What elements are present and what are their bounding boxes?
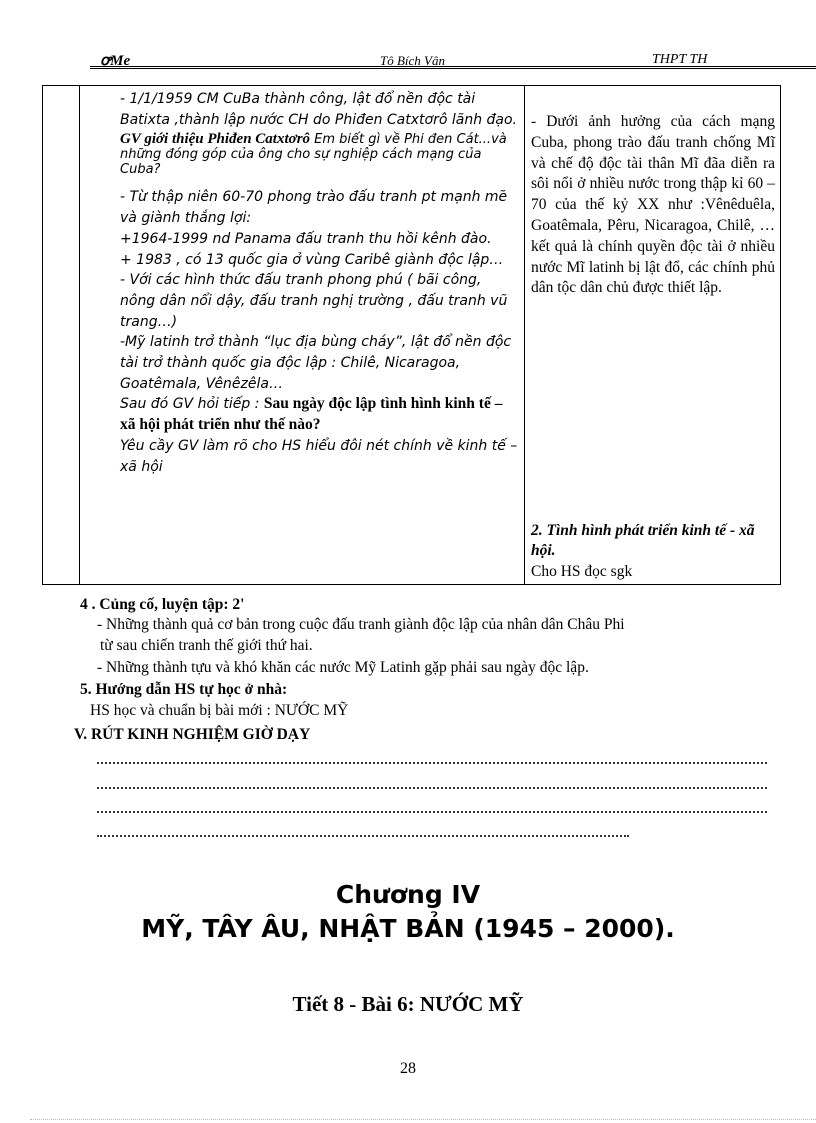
mid-p2-bold: GV giới thiệu Phiđen Catxtơrô: [120, 131, 311, 148]
mid-p8-bold: Sau ngày độc lập tình hình kinh tế – xã hội phát triển như thế nào?: [120, 395, 503, 434]
right-section: [531, 521, 775, 583]
section4-line1: - Những thành quả cơ bản trong cuộc đấu tranh giành độc lập của nhân dân Châu Phi: [97, 616, 625, 633]
right-paragraph: - Dưới ảnh hưởng của cách mạng Cuba, phong trào đấu tranh chống Mĩ và chế độ độc tài thân Mĩ đãa diễn ra sôi nổi ở nhiều nước trong thập kỉ 60 – 70 của thế kỷ XX như :Vênêduêla, Goatêmala, Pêru, Nicaragoa, Chilê, …kết quả là chính quyền độc tài ở nhiều nước Mĩ latinh bị lật đổ, các chính phủ dân tộc dân chủ được thiết lập.: [531, 113, 775, 297]
header-school: THPT TH: [652, 52, 708, 67]
dotted-line-4: [97, 835, 629, 837]
mid-p6: - Với các hình thức đấu tranh phong phú ( bãi công, nông dân nổi dậy, đấu tranh nghị trường , đấu tranh vũ trang…): [120, 272, 508, 330]
section5-title: 5. Hướng dẫn HS tự học ở nhà:: [80, 681, 288, 698]
dotted-line-2: [97, 787, 767, 789]
mid-p8-lead: Sau đó GV hỏi tiếp :: [120, 396, 264, 413]
lesson-heading: [0, 992, 816, 1017]
header-rule-thin: [90, 68, 816, 69]
section5-line1: HS học và chuẩn bị bài mới : NƯỚC MỸ: [90, 702, 349, 719]
right-section-body: Cho HS đọc sgk: [531, 562, 633, 580]
page-number: 28: [400, 1060, 416, 1077]
header-logo: ꝍMe: [100, 53, 131, 69]
dotted-line-1: [97, 762, 767, 764]
lesson-table: [42, 85, 781, 585]
dotted-line-3: [97, 811, 767, 813]
lesson-title: Bài 6: NƯỚC MỸ: [361, 992, 524, 1016]
footer-rule: [30, 1119, 816, 1120]
chapter-label: Chương IV: [335, 880, 481, 909]
section-v-title: V. RÚT KINH NGHIỆM GIỜ DẠY: [74, 726, 311, 743]
mid-p8: [120, 394, 518, 435]
lesson-sep: -: [344, 992, 362, 1016]
header-author: Tô Bích Vân: [380, 53, 445, 68]
table-col-activities: [80, 86, 525, 585]
mid-p7: -Mỹ latinh trở thành “lục địa bùng cháy”, lật đổ nền độc tài trở thành quốc gia độc lập : Chilê, Nicaragoa, Goatêmala, Vênêzêla…: [120, 334, 512, 392]
section4-title: 4 . Củng cố, luyện tập: 2': [80, 596, 245, 613]
section4-line3: - Những thành tựu và khó khăn các nước Mỹ Latinh gặp phải sau ngày độc lập.: [97, 659, 589, 676]
table-col-content: [525, 86, 781, 585]
mid-p5: + 1983 , có 13 quốc gia ở vùng Caribê giành độc lập…: [120, 251, 504, 268]
lesson-period: Tiết 8: [292, 992, 345, 1016]
mid-p9: Yêu cầy GV làm rõ cho HS hiểu đôi nét chính về kinh tế – xã hội: [120, 437, 518, 475]
right-section-title: 2. Tình hình phát triển kinh tế - xã hội.: [531, 521, 755, 559]
mid-p2-rest: Em biết gì về Phi đen Cát...và những đóng góp của ông cho sự nghiệp cách mạng của Cuba?: [120, 132, 507, 178]
table-col-blank: [43, 86, 80, 585]
mid-p2: [120, 132, 518, 177]
chapter-title: MỸ, TÂY ÂU, NHẬT BẢN (1945 – 2000).: [141, 914, 675, 943]
header-rule-thick: [90, 66, 816, 67]
mid-p3: - Từ thập niên 60-70 phong trào đấu tranh pt mạnh mẽ và giành thắng lợi:: [120, 189, 508, 227]
mid-p1: - 1/1/1959 CM CuBa thành công, lật đổ nền độc tài Batixta ,thành lập nước CH do Phiđen Catxtơrô lãnh đạo.: [120, 91, 518, 128]
mid-p4: +1964-1999 nd Panama đấu tranh thu hồi kênh đào.: [120, 230, 492, 247]
section4-line2: từ sau chiến tranh thế giới thứ hai.: [100, 637, 313, 654]
